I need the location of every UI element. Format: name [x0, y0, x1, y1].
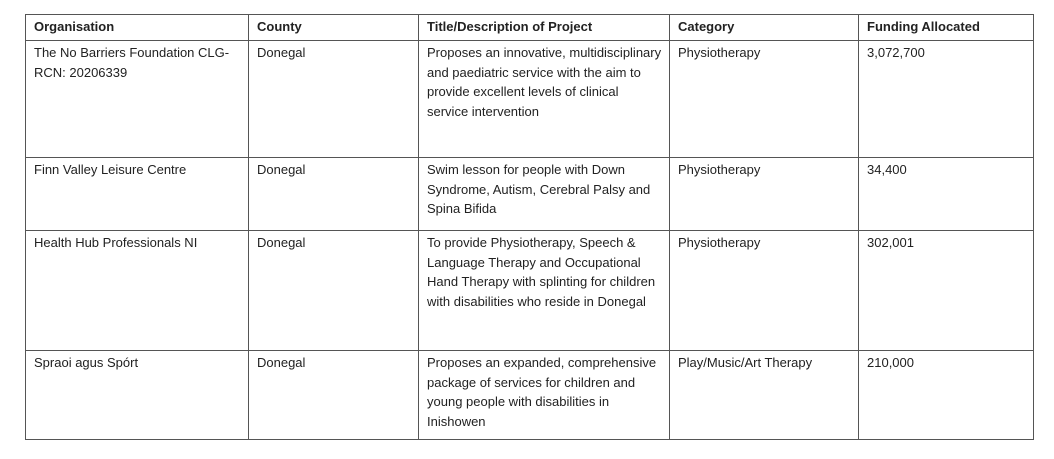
- cell-description: To provide Physiotherapy, Speech & Language Therapy and Occupational Hand Therapy with splinting for children with disabilities who reside in Donegal: [419, 231, 670, 351]
- cell-organisation: Finn Valley Leisure Centre: [26, 158, 249, 231]
- table-row: [26, 158, 1034, 231]
- table-row: [26, 231, 1034, 351]
- cell-organisation: Spraoi agus Spórt: [26, 351, 249, 440]
- cell-funding: 34,400: [859, 158, 1034, 231]
- cell-category: Physiotherapy: [670, 158, 859, 231]
- cell-county: Donegal: [249, 351, 419, 440]
- table-row: [26, 351, 1034, 440]
- cell-organisation: Health Hub Professionals NI: [26, 231, 249, 351]
- cell-county: Donegal: [249, 158, 419, 231]
- cell-category: Play/Music/Art Therapy: [670, 351, 859, 440]
- table-header-row: [26, 15, 1034, 41]
- header-category: Category: [670, 15, 859, 41]
- cell-county: Donegal: [249, 41, 419, 158]
- cell-county: Donegal: [249, 231, 419, 351]
- header-organisation: Organisation: [26, 15, 249, 41]
- cell-description: Proposes an expanded, comprehensive package of services for children and young people with disabilities in Inishowen: [419, 351, 670, 440]
- cell-funding: 3,072,700: [859, 41, 1034, 158]
- header-funding: Funding Allocated: [859, 15, 1034, 41]
- cell-funding: 302,001: [859, 231, 1034, 351]
- cell-funding: 210,000: [859, 351, 1034, 440]
- funding-table: [25, 14, 1034, 440]
- cell-category: Physiotherapy: [670, 41, 859, 158]
- header-county: County: [249, 15, 419, 41]
- cell-category: Physiotherapy: [670, 231, 859, 351]
- header-description: Title/Description of Project: [419, 15, 670, 41]
- cell-organisation: The No Barriers Foundation CLG-RCN: 20206339: [26, 41, 249, 158]
- table-row: [26, 41, 1034, 158]
- cell-description: Swim lesson for people with Down Syndrome, Autism, Cerebral Palsy and Spina Bifida: [419, 158, 670, 231]
- cell-description: Proposes an innovative, multidisciplinary and paediatric service with the aim to provide excellent levels of clinical service intervention: [419, 41, 670, 158]
